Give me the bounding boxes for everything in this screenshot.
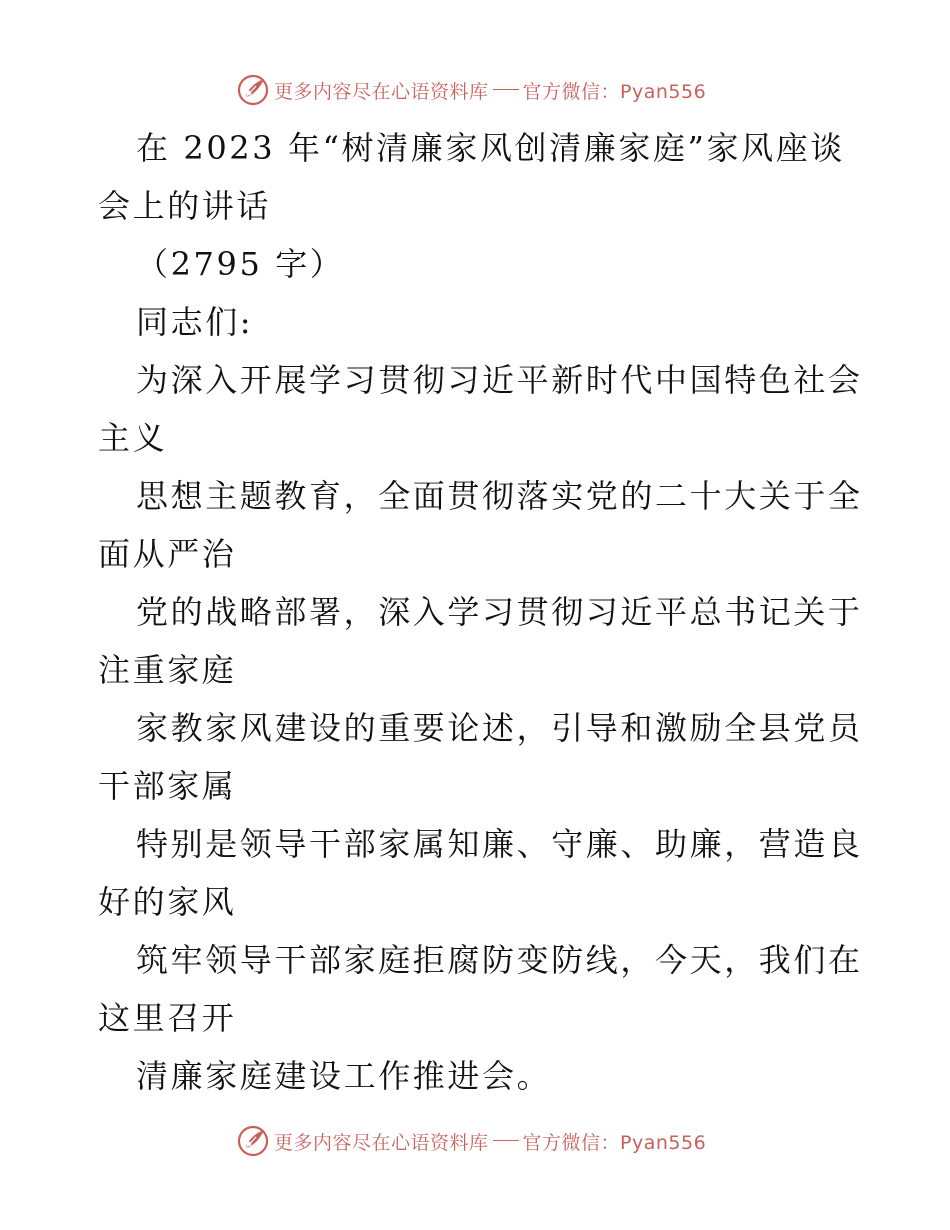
- watermark-left-text: 更多内容尽在心语资料库: [274, 1131, 489, 1154]
- body-line: 思想主题教育，全面贯彻落实党的二十大关于全: [136, 477, 863, 515]
- body-line: 干部家属: [98, 767, 237, 805]
- watermark-dash: [493, 1140, 519, 1141]
- title-line-1: 在 2023 年“树清廉家风创清廉家庭”家风座谈: [136, 129, 845, 167]
- watermark-right-text: 官方微信：Pyan556: [522, 1131, 707, 1154]
- salutation: 同志们:: [136, 303, 254, 341]
- word-count: （2795 字）: [136, 245, 345, 283]
- footer-watermark: [236, 1124, 706, 1158]
- body-line: 清廉家庭建设工作推进会。: [136, 1057, 552, 1095]
- feather-pen-circle-icon: [236, 1124, 270, 1158]
- body-line: 好的家风: [98, 883, 237, 921]
- header-watermark: [236, 73, 706, 107]
- watermark-right-text: 官方微信：Pyan556: [522, 80, 707, 103]
- title-line-2: 会上的讲话: [98, 187, 272, 225]
- document-body: [98, 119, 863, 1105]
- body-line: 特别是领导干部家属知廉、守廉、助廉，营造良: [136, 825, 863, 863]
- body-line: 面从严治: [98, 535, 237, 573]
- body-line: 党的战略部署，深入学习贯彻习近平总书记关于: [136, 593, 863, 631]
- watermark-left-text: 更多内容尽在心语资料库: [274, 80, 489, 103]
- body-line: 为深入开展学习贯彻习近平新时代中国特色社会: [136, 361, 863, 399]
- watermark-dash: [493, 89, 519, 90]
- body-line: 注重家庭: [98, 651, 237, 689]
- feather-pen-circle-icon: [236, 73, 270, 107]
- body-line: 筑牢领导干部家庭拒腐防变防线，今天，我们在: [136, 941, 863, 979]
- body-line: 这里召开: [98, 999, 237, 1037]
- body-line: 主义: [98, 419, 168, 457]
- body-line: 家教家风建设的重要论述，引导和激励全县党员: [136, 709, 863, 747]
